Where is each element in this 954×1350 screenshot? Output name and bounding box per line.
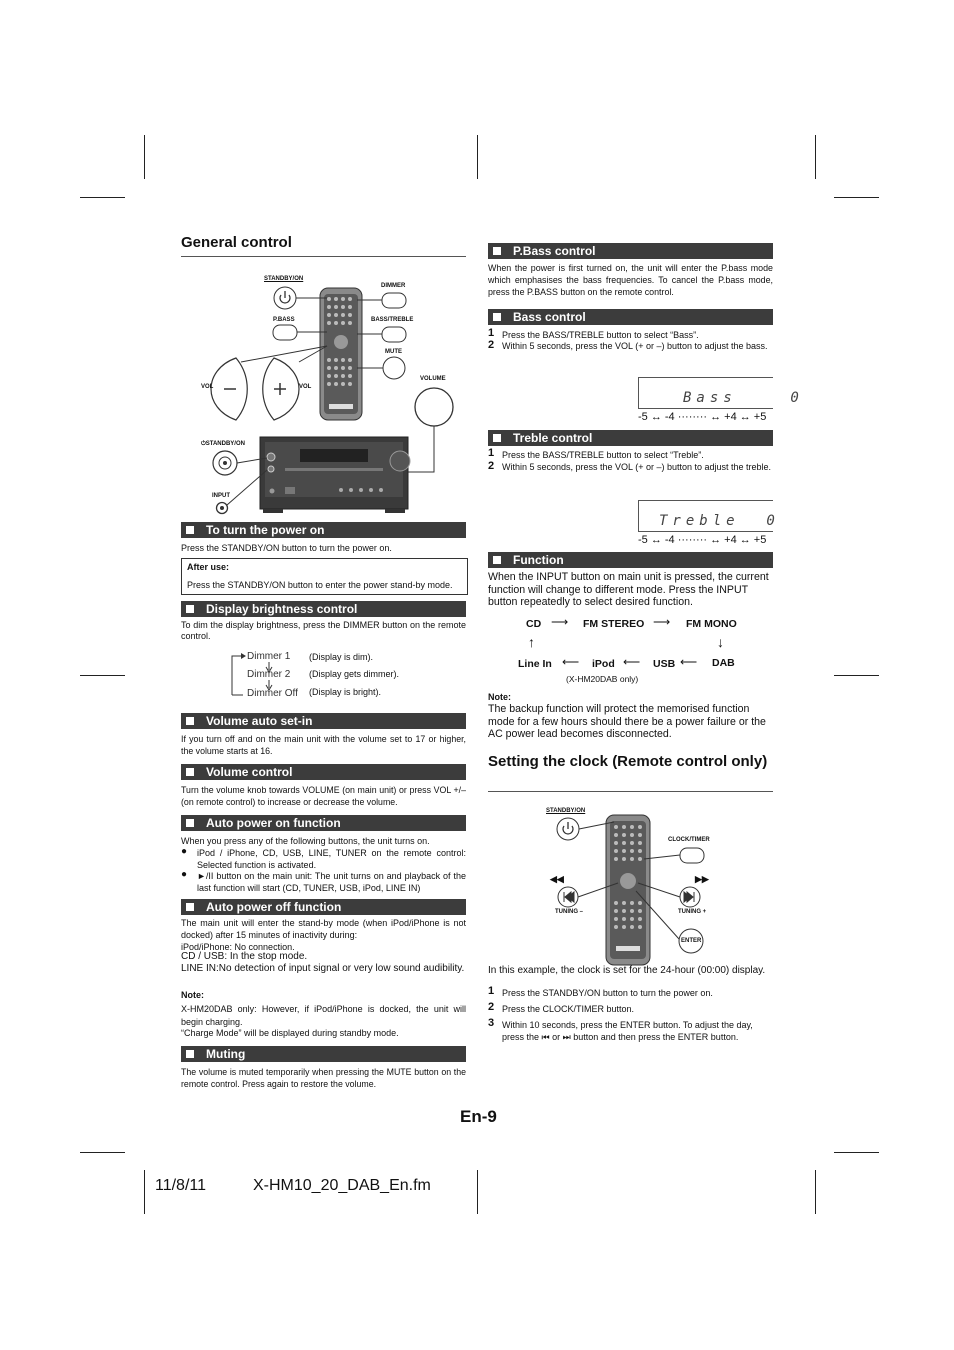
section-header-pbass-control: P.Bass control xyxy=(488,243,773,259)
clock-step-1: Press the STANDBY/ON button to turn the power on. xyxy=(502,988,713,998)
clock-step-2: Press the CLOCK/TIMER button. xyxy=(502,1004,635,1014)
label-vol-right: VOL xyxy=(299,384,312,390)
power-icon: ⏻ xyxy=(201,441,206,447)
bullet-dot-icon: ● xyxy=(181,846,188,857)
section-header-function: Function xyxy=(488,552,773,568)
crop-mark xyxy=(80,675,125,676)
function-note-text: The backup function will protect the memorised function mode for a few hours should there be a power failure or the AC power lead becomes disconnected. xyxy=(488,703,766,740)
arrow-left-icon: ⟵ xyxy=(562,655,580,669)
label-pbass: P.BASS xyxy=(273,317,295,323)
remote-control-image xyxy=(606,815,650,965)
crop-mark xyxy=(477,1170,478,1214)
auto-off-note-1: X-HM20DAB only: However, if iPod/iPhone is docked, the unit will begin charging. xyxy=(181,1004,466,1027)
function-note-label: Note: xyxy=(488,692,511,702)
crop-mark xyxy=(144,135,145,179)
crop-mark xyxy=(80,1152,125,1153)
label-standby-on: STANDBY/ON xyxy=(264,276,304,282)
step-number-2: 2 xyxy=(488,460,495,472)
label-dimmer: DIMMER xyxy=(381,283,406,289)
section-header-auto-power-off: Auto power off function xyxy=(181,899,466,915)
section-header-power-on: To turn the power on xyxy=(181,522,466,538)
flow-dab-note: (X-HM20DAB only) xyxy=(566,674,639,684)
bullet-square-icon xyxy=(186,819,194,827)
step-number-1: 1 xyxy=(488,985,495,997)
step-number-3: 3 xyxy=(488,1017,495,1029)
crop-mark xyxy=(477,135,478,179)
clock-label-clock-timer: CLOCK/TIMER xyxy=(668,837,710,843)
dimmer-desc-2: (Display gets dimmer). xyxy=(309,669,400,679)
auto-on-bullet-1: iPod / iPhone, CD, USB, LINE, TUNER on the remote control: Selected function is activated. xyxy=(197,848,466,870)
clock-label-tuning-plus: TUNING + xyxy=(678,909,707,915)
bullet-square-icon xyxy=(186,717,194,725)
crop-mark xyxy=(834,1152,879,1153)
flow-fm-mono: FM MONO xyxy=(686,618,737,630)
arrow-left-icon: ⟵ xyxy=(623,655,641,669)
remote-and-unit-figure xyxy=(181,262,466,517)
bullet-square-icon xyxy=(186,605,194,613)
brightness-text: To dim the display brightness, press the DIMMER button on the remote control. xyxy=(181,620,466,641)
step-number-2: 2 xyxy=(488,339,495,351)
clock-intro-text: In this example, the clock is set for the 24-hour (00:00) display. xyxy=(488,965,766,976)
arrow-right-icon: ⟶ xyxy=(653,615,671,629)
bullet-square-icon xyxy=(493,434,501,442)
title-rule xyxy=(181,256,466,257)
muting-text: The volume is muted temporarily when pressing the MUTE button on the remote control. Press again to restore the volume. xyxy=(181,1067,466,1089)
treble-step-2: Within 5 seconds, press the VOL (+ or –) button to adjust the treble. xyxy=(502,462,772,472)
footer-filename: X-HM10_20_DAB_En.fm xyxy=(253,1177,431,1194)
label-bass-treble: BASS/TREBLE xyxy=(371,317,414,323)
label-mute: MUTE xyxy=(385,349,402,355)
arrow-left-icon: ⟵ xyxy=(680,655,698,669)
section-header-treble-control: Treble control xyxy=(488,430,773,446)
clock-label-standby-on: STANDBY/ON xyxy=(546,808,586,814)
section-header-auto-power-on: Auto power on function xyxy=(181,815,466,831)
title-rule xyxy=(488,791,773,792)
section-title-general-control: General control xyxy=(181,234,292,251)
auto-off-line-3: LINE IN:No detection of input signal or very low sound audibility. xyxy=(181,963,465,974)
bass-range-scale: -5 ↔ -4 ········ ↔ +4 ↔ +5 xyxy=(638,411,767,423)
section-header-bass-control: Bass control xyxy=(488,309,773,325)
bullet-square-icon xyxy=(186,903,194,911)
clock-step-3b: press the ⏮ or ⏭ button and then press the ENTER button. xyxy=(502,1032,739,1042)
remote-control-image xyxy=(320,288,362,420)
crop-mark xyxy=(815,1170,816,1214)
bullet-square-icon xyxy=(493,313,501,321)
treble-lcd-display: Treble 0 xyxy=(638,500,773,532)
rewind-icon: ◀◀ xyxy=(550,874,564,884)
section-header-volume-auto-set-in: Volume auto set-in xyxy=(181,713,466,729)
section-header-muting: Muting xyxy=(181,1046,466,1062)
auto-on-text: When you press any of the following buttons, the unit turns on. xyxy=(181,836,430,846)
auto-off-note-label: Note: xyxy=(181,990,204,1000)
auto-off-line-1: iPod/iPhone: No connection. xyxy=(181,942,295,952)
flow-fm-stereo: FM STEREO xyxy=(583,618,645,630)
bullet-square-icon xyxy=(186,1050,194,1058)
crop-mark xyxy=(144,1170,145,1214)
bullet-square-icon xyxy=(493,247,501,255)
flow-cd: CD xyxy=(526,618,542,630)
crop-mark xyxy=(834,197,879,198)
flow-line-in: Line In xyxy=(518,658,552,670)
function-text: When the INPUT button on main unit is pressed, the current function will change to different mode. Press the INPUT button repeatedly to select desired function. xyxy=(488,571,769,608)
flow-ipod: iPod xyxy=(592,658,615,670)
section-header-volume-control: Volume control xyxy=(181,764,466,780)
bass-step-1: Press the BASS/TREBLE button to select “Bass”. xyxy=(502,330,699,340)
crop-mark xyxy=(834,675,879,676)
bullet-square-icon xyxy=(493,556,501,564)
label-standby-on-unit: ⏻STANDBY/ON xyxy=(201,441,245,447)
dimmer-level-off: Dimmer Off xyxy=(247,688,298,699)
dimmer-level-1: Dimmer 1 xyxy=(247,651,291,662)
power-on-text: Press the STANDBY/ON button to turn the power on. xyxy=(181,543,392,553)
section-header-display-brightness: Display brightness control xyxy=(181,601,466,617)
after-use-label: After use: xyxy=(187,562,230,572)
bullet-square-icon xyxy=(186,768,194,776)
auto-on-bullet-2: ►/II button on the main unit: The unit turns on and playback of the last function will start (CD, TUNER, USB, iPod, LINE IN) xyxy=(197,871,466,893)
step-number-2: 2 xyxy=(488,1001,495,1013)
footer-date: 11/8/11 xyxy=(155,1177,207,1194)
auto-off-note-2: “Charge Mode” will be displayed during standby mode. xyxy=(181,1028,399,1038)
arrow-up-icon: ↑ xyxy=(528,634,535,650)
after-use-text: Press the STANDBY/ON button to enter the power stand-by mode. xyxy=(187,580,453,590)
crop-mark xyxy=(80,197,125,198)
label-input: INPUT xyxy=(212,493,230,499)
volume-control-text: Turn the volume knob towards VOLUME (on main unit) or press VOL +/– (on remote control) to increase or decrease the volume. xyxy=(181,785,466,807)
step-number-1: 1 xyxy=(488,447,495,459)
flow-usb: USB xyxy=(653,658,676,670)
auto-off-text: The main unit will enter the stand-by mode (when iPod/iPhone is not docked) after 15 minutes of inactivity during: xyxy=(181,918,466,940)
bullet-dot-icon: ● xyxy=(181,869,188,880)
pbass-text: When the power is first turned on, the unit will enter the P.bass mode which emphasises the bass frequencies. To cancel the P.bass mode, press the P.BASS button on the remote control. xyxy=(488,263,773,297)
clock-remote-figure xyxy=(540,803,730,968)
page-number: En-9 xyxy=(460,1107,497,1126)
dimmer-desc-1: (Display is dim). xyxy=(309,652,374,662)
fast-forward-icon: ▶▶ xyxy=(695,874,709,884)
label-volume: VOLUME xyxy=(420,376,446,382)
bass-step-2: Within 5 seconds, press the VOL (+ or –) button to adjust the bass. xyxy=(502,341,768,351)
volume-auto-text: If you turn off and on the main unit with the volume set to 17 or higher, the volume starts at 16. xyxy=(181,734,466,756)
flow-dab: DAB xyxy=(712,657,735,669)
treble-range-scale: -5 ↔ -4 ········ ↔ +4 ↔ +5 xyxy=(638,534,767,546)
step-number-1: 1 xyxy=(488,327,495,339)
auto-off-line-2: CD / USB: In the stop mode. xyxy=(181,951,308,962)
bullet-square-icon xyxy=(186,526,194,534)
label-vol-left: VOL xyxy=(201,384,214,390)
arrow-down-icon: ↓ xyxy=(717,634,724,650)
dimmer-desc-off: (Display is bright). xyxy=(309,687,382,697)
section-title-setting-clock: Setting the clock (Remote control only) xyxy=(488,753,768,770)
crop-mark xyxy=(815,135,816,179)
treble-step-1: Press the BASS/TREBLE button to select “Treble”. xyxy=(502,450,704,460)
clock-label-tuning-minus: TUNING – xyxy=(555,909,584,915)
arrow-right-icon: ⟶ xyxy=(551,615,569,629)
clock-label-enter: ENTER xyxy=(681,938,702,944)
dimmer-level-2: Dimmer 2 xyxy=(247,669,291,680)
clock-step-3a: Within 10 seconds, press the ENTER button. To adjust the day, xyxy=(502,1020,753,1030)
bass-lcd-display: Bass 0 xyxy=(638,377,773,409)
